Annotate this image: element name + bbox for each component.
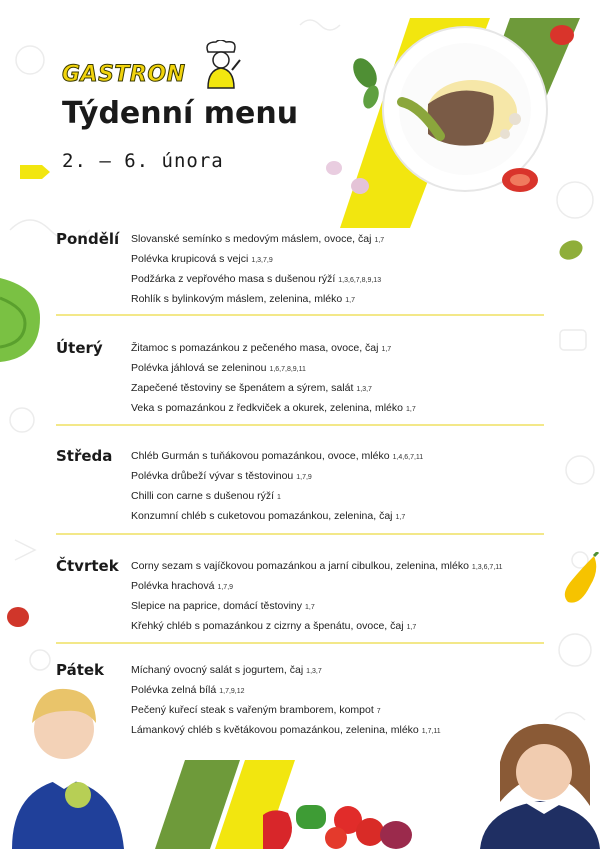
meal-item: Slepice na paprice, domácí těstoviny 1,7	[131, 600, 315, 612]
meal-item: Podžárka z vepřového masa s dušenou rýží 1,3,6,7,8,9,13	[131, 273, 382, 285]
meal-item: Míchaný ovocný salát s jogurtem, čaj 1,3,7	[131, 664, 322, 676]
week-dates: 2. – 6. února	[62, 150, 224, 172]
meal-list	[131, 557, 551, 637]
meal-item: Chilli con carne s dušenou rýží 1	[131, 490, 281, 502]
meal-item: Rohlík s bylinkovým máslem, zelenina, mléko 1,7	[131, 293, 355, 305]
day-name: Čtvrtek	[56, 557, 119, 575]
divider	[56, 314, 544, 316]
arrow-marker-icon	[20, 165, 50, 179]
divider	[56, 533, 544, 535]
meal-item: Chléb Gurmán s tuňákovou pomazánkou, ovoce, mléko 1,4,6,7,11	[131, 450, 424, 462]
allergens: 1,7,9	[296, 474, 312, 481]
page-title: Týdenní menu	[62, 96, 299, 131]
meal-item: Corny sezam s vajíčkovou pomazánkou a jarní cibulkou, zelenina, mléko 1,3,6,7,11	[131, 560, 503, 572]
meal-item: Polévka drůbeží vývar s těstovinou 1,7,9	[131, 470, 312, 482]
day-name: Středa	[56, 447, 113, 465]
meal-item: Pečený kuřecí steak s vařeným bramborem, kompot 7	[131, 704, 381, 716]
meal-list	[131, 447, 551, 527]
divider	[56, 642, 544, 644]
meal-item: Polévka zelná bílá 1,7,9,12	[131, 684, 245, 696]
meal-item: Zapečené těstoviny se špenátem a sýrem, salát 1,3,7	[131, 382, 372, 394]
allergens: 1,4,6,7,11	[392, 454, 424, 461]
allergens: 1,7	[405, 406, 416, 413]
child-girl-image	[480, 722, 600, 849]
allergens: 1	[277, 494, 281, 501]
lettuce-icon	[0, 278, 46, 362]
divider	[56, 424, 544, 426]
allergens: 1,3,7,9	[251, 257, 273, 264]
yellow-pepper-icon	[564, 552, 600, 612]
chef-mascot-icon	[198, 40, 244, 90]
allergens: 1,7	[374, 237, 385, 244]
day-name: Pondělí	[56, 230, 120, 248]
allergens: 1,7	[406, 624, 417, 631]
meal-item: Konzumní chléb s cuketovou pomazánkou, zelenina, čaj 1,7	[131, 510, 406, 522]
day-name: Úterý	[56, 339, 103, 357]
tomato-icon	[4, 604, 32, 630]
allergens: 1,3,7	[306, 668, 322, 675]
meal-item: Polévka jáhlová se zeleninou 1,6,7,8,9,11	[131, 362, 306, 374]
vegetables-image	[258, 790, 418, 849]
tomato-icon	[500, 165, 540, 195]
meal-list	[131, 230, 551, 310]
allergens: 1,6,7,8,9,11	[269, 366, 306, 373]
meal-item: Slovanské semínko s medovým máslem, ovoce, čaj 1,7	[131, 233, 385, 245]
meal-item: Polévka krupicová s vejci 1,3,7,9	[131, 253, 273, 265]
allergens: 1,7,11	[421, 728, 441, 735]
meal-item: Křehký chléb s pomazánkou z cizrny a špenátu, ovoce, čaj 1,7	[131, 620, 417, 632]
meal-item: Veka s pomazánkou z ředkviček a okurek, zelenina, mléko 1,7	[131, 402, 416, 414]
day-name: Pátek	[56, 661, 105, 679]
allergens: 1,7	[345, 297, 355, 304]
child-boy-image	[8, 685, 138, 849]
allergens: 1,7,9,12	[219, 688, 245, 695]
tomato-icon	[548, 22, 576, 48]
olive-icon	[556, 238, 586, 262]
brand-logo: GASTRON	[62, 62, 186, 87]
meal-item: Žitamoc s pomazánkou z pečeného masa, ovoce, čaj 1,7	[131, 342, 392, 354]
allergens: 1,7	[381, 346, 392, 353]
allergens: 1,7,9	[217, 584, 234, 591]
garlic-icon	[322, 158, 382, 198]
allergens: 1,3,6,7,8,9,13	[338, 277, 382, 284]
allergens: 7	[376, 708, 381, 715]
meal-list	[131, 661, 551, 741]
allergens: 1,7	[305, 604, 315, 611]
meal-item: Lámankový chléb s květákovou pomazánkou, zelenina, mléko 1,7,11	[131, 724, 441, 736]
basil-leaf-icon	[345, 55, 387, 115]
meal-item: Polévka hrachová 1,7,9	[131, 580, 234, 592]
allergens: 1,7	[395, 514, 406, 521]
allergens: 1,3,7	[356, 386, 372, 393]
allergens: 1,3,6,7,11	[471, 564, 503, 571]
meal-list	[131, 339, 551, 419]
